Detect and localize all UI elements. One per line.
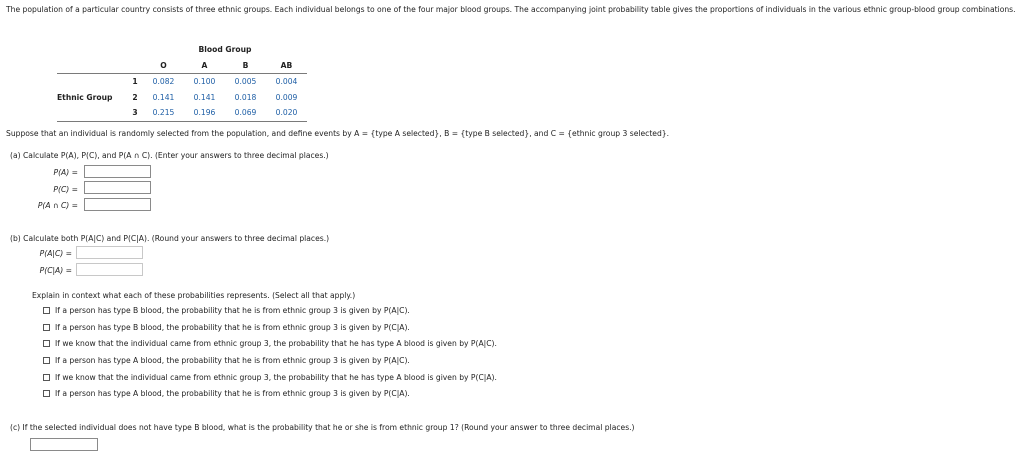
option-checkbox[interactable] [43,357,50,364]
table-cell: 0.004 [275,77,298,87]
pac-label: P(A ∩ C) = [37,201,78,210]
option-label: If a person has type A blood, the probability that he is from ethnic group 3 is given by P(A|C). [55,356,410,365]
suppose-text: Suppose that an individual is randomly selected from the population, and define events by A = {type A selected}, B = {type B selected}, and C = {ethnic group 3 selected}. [6,129,670,138]
row-header: Ethnic Group [57,92,113,102]
option-label: If a person has type B blood, the probability that he is from ethnic group 3 is given by P(C|A). [55,323,410,332]
column-header-ab: AB [280,60,293,70]
pc-input[interactable] [84,181,151,194]
table-caption: Blood Group [198,45,252,55]
pa-label: P(A) = [53,168,78,177]
part-c-input[interactable] [30,438,98,451]
pa-input[interactable] [84,165,151,178]
table-cell: 0.018 [234,92,257,102]
table-cell: 0.069 [234,108,257,118]
option-checkbox[interactable] [43,340,50,347]
pca-cond-input[interactable] [76,263,143,276]
part-c-prompt: (c) If the selected individual does not have type B blood, what is the probability that he or she is from ethnic group 1? (Round your answer to three decimal places.) [10,423,635,432]
option-checkbox[interactable] [43,390,50,397]
table-cell: 0.009 [275,92,298,102]
column-header-a: A [201,60,208,70]
joint-probability-table [57,42,307,122]
pc-label: P(C) = [53,185,78,194]
table-cell: 0.141 [193,92,216,102]
column-header-b: B [242,60,249,70]
pac-input[interactable] [84,198,151,211]
pac-cond-label: P(A|C) = [39,249,72,258]
table-cell: 0.141 [152,92,175,102]
row-label: 2 [132,92,138,102]
table-cell: 0.196 [193,108,216,118]
option-checkbox[interactable] [43,307,50,314]
option-checkbox[interactable] [43,324,50,331]
option-label: If a person has type B blood, the probability that he is from ethnic group 3 is given by P(A|C). [55,306,410,315]
table-cell: 0.082 [152,77,175,87]
explain-prompt: Explain in context what each of these probabilities represents. (Select all that apply.) [32,291,356,300]
part-b-prompt: (b) Calculate both P(A|C) and P(C|A). (Round your answers to three decimal places.) [10,234,330,243]
option-label: If a person has type A blood, the probability that he is from ethnic group 3 is given by P(C|A). [55,389,410,398]
option-checkbox[interactable] [43,374,50,381]
option-label: If we know that the individual came from ethnic group 3, the probability that he has type A blood is given by P(C|A). [55,373,497,382]
option-label: If we know that the individual came from ethnic group 3, the probability that he has type A blood is given by P(A|C). [55,339,497,348]
row-label: 3 [132,108,138,118]
table-cell: 0.005 [234,77,257,87]
table-cell: 0.020 [275,108,298,118]
column-header-o: O [160,60,167,70]
table-cell: 0.215 [152,108,175,118]
table-cell: 0.100 [193,77,216,87]
part-a-prompt: (a) Calculate P(A), P(C), and P(A ∩ C). (Enter your answers to three decimal places.) [10,151,329,160]
row-label: 1 [132,77,138,87]
problem-intro: The population of a particular country consists of three ethnic groups. Each individual belongs to one of the four major blood groups. The accompanying joint probability table gives the proportions of individuals in the various ethnic group-blood group combinations. [6,5,1016,14]
pac-cond-input[interactable] [76,246,143,259]
pca-cond-label: P(C|A) = [39,266,72,275]
